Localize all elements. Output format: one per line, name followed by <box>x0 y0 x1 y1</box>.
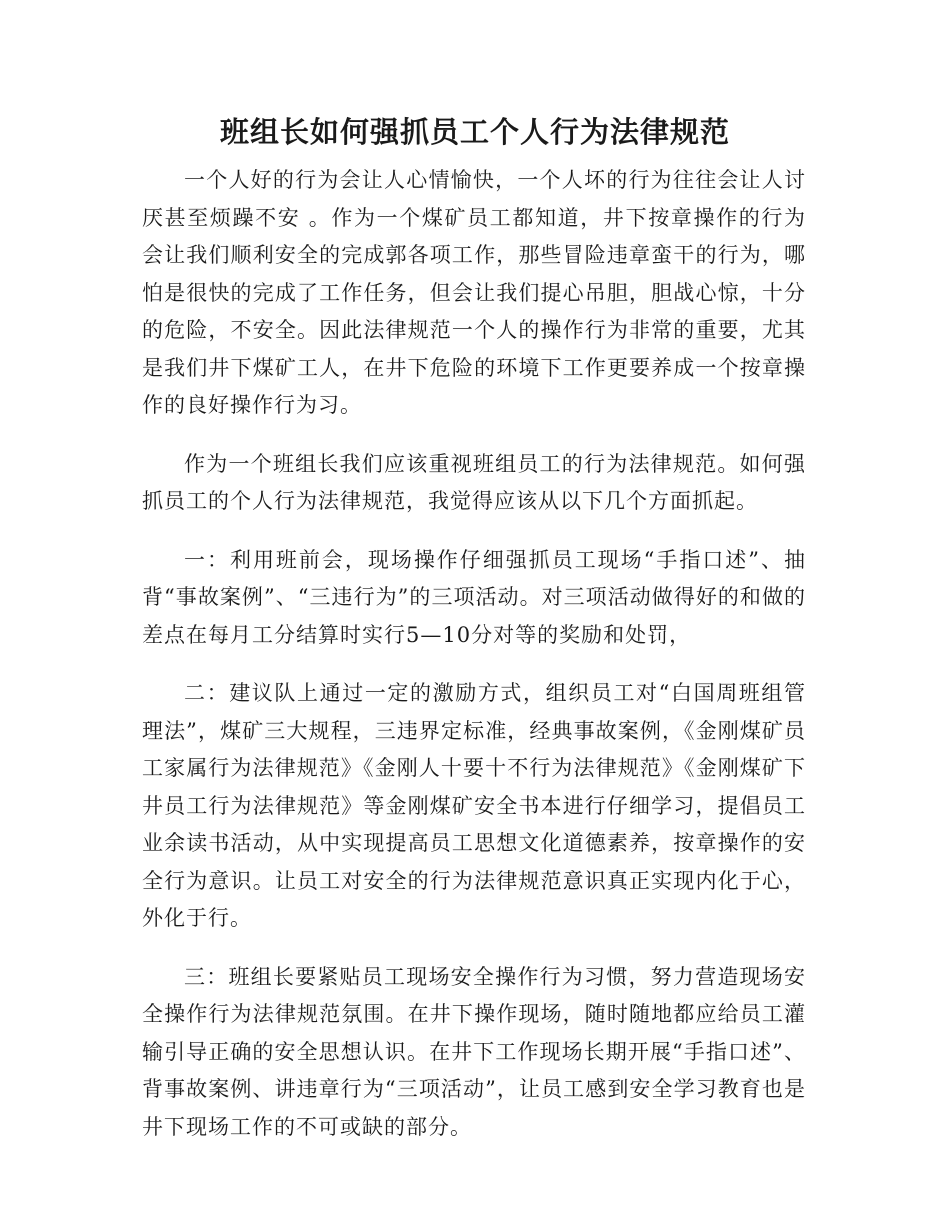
paragraph-intro: 一个人好的行为会让人心情愉快，一个人坏的行为往往会让人讨厌甚至烦躁不安 。作为一个煤矿员工都知道，井下按章操作的行为会让我们顺利安全的完成郭各项工作，那些冒险违章蛮干的行为，哪怕是很快的完成了工作任务，但会让我们提心吊胆，胆战心惊，十分的危险，不安全。因此法律规范一个人的操作行为非常的重要，尤其是我们井下煤矿工人，在井下危险的环境下工作更要养成一个按章操作的良好操作行为习。 <box>142 168 806 417</box>
document-body <box>142 162 806 1167</box>
paragraph-point-two: 二：建议队上通过一定的激励方式，组织员工对“白国周班组管理法”，煤矿三大规程，三违界定标准，经典事故案例，《金刚煤矿员工家属行为法律规范》《金刚人十要十不行为法律规范》《金刚煤矿下井员工行为法律规范》等金刚煤矿安全书本进行仔细学习，提倡员工业余读书活动，从中实现提高员工思想文化道德素养，按章操作的安全行为意识。让员工对安全的行为法律规范意识真正实现内化于心，外化于行。 <box>142 681 806 930</box>
paragraph-overview: 作为一个班组长我们应该重视班组员工的行为法律规范。如何强抓员工的个人行为法律规范，我觉得应该从以下几个方面抓起。 <box>142 451 806 513</box>
paragraph-point-one: 一：利用班前会，现场操作仔细强抓员工现场“手指口述”、抽背“事故案例”、“三违行为”的三项活动。对三项活动做得好的和做的差点在每月工分结算时实行5—10分对等的奖励和处罚， <box>142 547 806 647</box>
document-title: 班组长如何强抓员工个人行为法律规范 <box>219 115 730 149</box>
paragraph-point-three: 三：班组长要紧贴员工现场安全操作行为习惯，努力营造现场安全操作行为法律规范氛围。在井下操作现场，随时随地都应给员工灌输引导正确的安全思想认识。在井下工作现场长期开展“手指口述”、背事故案例、讲违章行为“三项活动”，让员工感到安全学习教育也是井下现场工作的不可或缺的部分。 <box>142 964 806 1139</box>
